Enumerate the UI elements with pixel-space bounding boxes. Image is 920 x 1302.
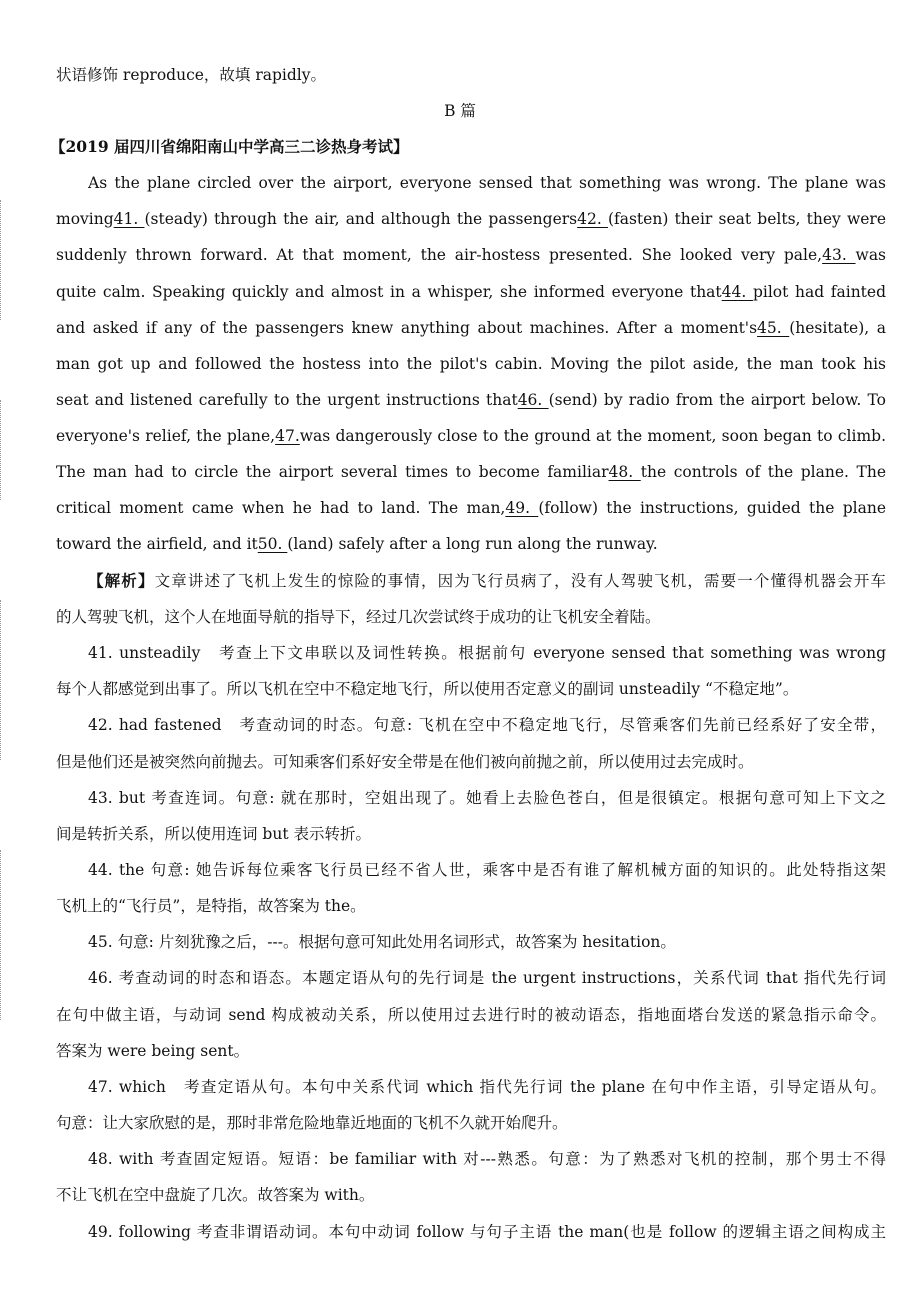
passage-line: everyone's relief, the plane,47.was dangerously close to the ground at the moment, soon began to climb.: [56, 427, 886, 445]
blank-41: 41.: [113, 210, 145, 228]
passage-line: critical moment came when he had to land. The man,49. (follow) the instructions, guided the plane: [56, 499, 886, 517]
passage-line: suddenly thrown forward. At that moment, the air-hostess presented. She looked very pale,43. was: [56, 246, 886, 264]
passage-line: man got up and followed the hostess into the pilot's cabin. Moving the pilot aside, the man took his: [56, 355, 886, 373]
answer-41-cont: 每个人都感觉到出事了。所以飞机在空中不稳定地飞行，所以使用否定意义的副词 unsteadily “不稳定地”。: [56, 680, 799, 698]
answer-46-cont: 在句中做主语，与动词 send 构成被动关系，所以使用过去进行时的被动语态，指地面塔台发送的紧急指示命令。: [56, 1006, 886, 1024]
passage-line: seat and listened carefully to the urgent instructions that46. (send) by radio from the airport below. To: [56, 391, 886, 409]
answer-46: 46. 考查动词的时态和语态。本题定语从句的先行词是 the urgent instructions，关系代词 that 指代先行词: [88, 969, 886, 987]
passage-line: As the plane circled over the airport, everyone sensed that something was wrong. The plane was: [88, 174, 886, 192]
answer-43-cont: 间是转折关系，所以使用连词 but 表示转折。: [56, 825, 371, 843]
blank-49: 49.: [505, 499, 539, 517]
blank-48: 48.: [608, 463, 641, 481]
passage-line: and asked if any of the passengers knew anything about machines. After a moment's45. (hesitate), a: [56, 319, 886, 337]
analysis-line: 【解析】文章讲述了飞机上发生的惊险的事情，因为飞行员病了，没有人驾驶飞机，需要一个懂得机器会开车: [88, 571, 886, 590]
answer-47-cont: 句意：让大家欣慰的是，那时非常危险地靠近地面的飞机不久就开始爬升。: [56, 1114, 568, 1132]
page-edge-mark: [0, 600, 2, 760]
answer-44-cont: 飞机上的“飞行员”，是特指，故答案为 the。: [56, 897, 366, 915]
answer-44: 44. the 句意: 她告诉每位乘客飞行员已经不省人世，乘客中是否有谁了解机械方面的知识的。此处特指这架: [88, 861, 886, 879]
page-edge-mark: [0, 850, 2, 1020]
answer-42: 42. had fastened 考查动词的时态。句意: 飞机在空中不稳定地飞行，尽管乘客们先前已经系好了安全带，: [88, 716, 886, 734]
answer-48-cont: 不让飞机在空中盘旋了几次。故答案为 with。: [56, 1186, 375, 1204]
page-edge-mark: [0, 200, 2, 320]
passage-line: The man had to circle the airport several times to become familiar48. the controls of the plane. The: [56, 463, 886, 481]
intro-line: 状语修饰 reproduce，故填 rapidly。: [56, 66, 327, 84]
passage-line: moving41. (steady) through the air, and although the passengers42. (fasten) their seat belts, they were: [56, 210, 886, 228]
blank-42: 42.: [577, 210, 608, 228]
passage-line: toward the airfield, and it50. (land) safely after a long run along the runway.: [56, 535, 658, 553]
passage-line: quite calm. Speaking quickly and almost in a whisper, she informed everyone that44. pilot had fainted: [56, 283, 886, 301]
answer-47: 47. which 考查定语从句。本句中关系代词 which 指代先行词 the plane 在句中作主语，引导定语从句。: [88, 1078, 886, 1096]
answer-48: 48. with 考查固定短语。短语：be familiar with 对---熟悉。句意：为了熟悉对飞机的控制，那个男士不得: [88, 1150, 886, 1168]
blank-47: 47.: [275, 427, 300, 445]
source-heading: 【2019 届四川省绵阳南山中学高三二诊热身考试】: [50, 137, 409, 156]
blank-44: 44.: [721, 283, 753, 301]
blank-45: 45.: [757, 319, 790, 337]
answer-45: 45. 句意: 片刻犹豫之后，---。根据句意可知此处用名词形式，故答案为 hesitation。: [88, 933, 676, 951]
page-edge-mark: [0, 400, 2, 500]
blank-46: 46.: [517, 391, 549, 409]
answer-42-cont: 但是他们还是被突然向前抛去。可知乘客们系好安全带是在他们被向前抛之前，所以使用过去完成时。: [56, 753, 754, 771]
answer-43: 43. but 考查连词。句意: 就在那时，空姐出现了。她看上去脸色苍白，但是很镇定。根据句意可知上下文之: [88, 789, 886, 807]
blank-50: 50.: [257, 535, 288, 553]
answer-46-cont: 答案为 were being sent。: [56, 1042, 250, 1060]
analysis-label: 【解析】: [88, 571, 155, 590]
analysis-line: 的人驾驶飞机，这个人在地面导航的指导下，经过几次尝试终于成功的让飞机安全着陆。: [56, 608, 661, 626]
section-title: B 篇: [444, 102, 476, 120]
answer-41: 41. unsteadily 考查上下文串联以及词性转换。根据前句 everyone sensed that something was wrong: [88, 644, 886, 662]
blank-43: 43.: [822, 246, 856, 264]
answer-49: 49. following 考查非谓语动词。本句中动词 follow 与句子主语 the man(也是 follow 的逻辑主语之间构成主: [88, 1223, 886, 1241]
